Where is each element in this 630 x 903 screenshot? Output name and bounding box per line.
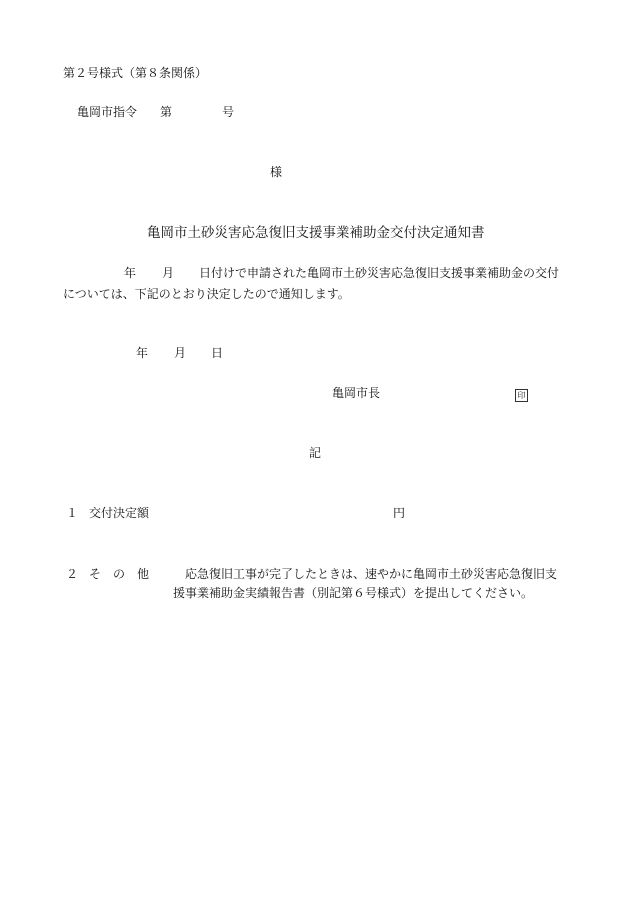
date-hi: 日 [211, 346, 224, 360]
document-title: 亀岡市土砂災害応急復旧支援事業補助金交付決定通知書 [147, 225, 485, 241]
directive-prefix: 亀岡市指令 [77, 105, 138, 119]
body-tsuki: 月 [162, 266, 175, 280]
date-nen: 年 [136, 346, 149, 360]
recipient-suffix: 様 [270, 165, 283, 179]
issuer-name: 亀岡市長 [332, 386, 381, 400]
seal-icon: 印 [515, 389, 528, 402]
item2-number: ２ [66, 567, 79, 581]
body-line2: については、下記のとおり決定したので通知します。 [63, 287, 350, 301]
body-line1: 日付けで申請された亀岡市土砂災害応急復旧支援事業補助金の交付 [199, 266, 560, 280]
form-label: 第２号様式（第８条関係） [63, 66, 208, 80]
item2-text-line1: 応急復旧工事が完了したときは、速やかに亀岡市土砂災害応急復旧支 [185, 567, 558, 581]
ki-label: 記 [309, 446, 322, 460]
item2-label-ta: 他 [137, 567, 150, 581]
directive-go: 号 [222, 105, 235, 119]
item2-label-so: そ [89, 567, 102, 581]
seal-mark [515, 386, 528, 402]
item1-unit: 円 [393, 506, 406, 520]
body-nen: 年 [124, 266, 137, 280]
item2-text-line2: 援事業補助金実績報告書（別記第６号様式）を提出してください。 [173, 586, 534, 600]
date-tsuki: 月 [174, 346, 187, 360]
item2-label-no: の [113, 567, 126, 581]
item1-number: １ [66, 506, 79, 520]
item1-label: 交付決定額 [89, 506, 150, 520]
directive-dai: 第 [160, 105, 173, 119]
